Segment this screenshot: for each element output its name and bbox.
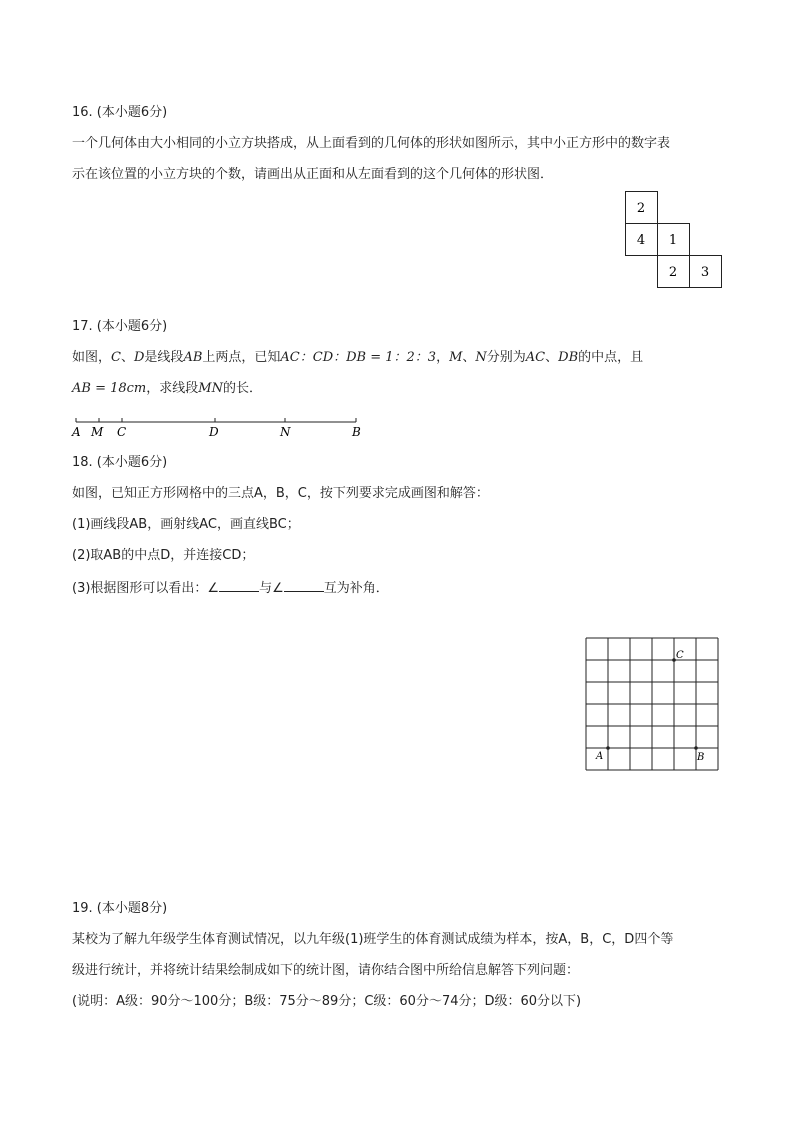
- cell-value: 2: [636, 201, 646, 216]
- q17-text-line2: AB = 18cm，求线段MN的长．: [72, 381, 262, 396]
- q17-header: 17. (本小题6分): [72, 319, 168, 334]
- cell-value: 2: [668, 265, 678, 280]
- point-label: M: [91, 425, 104, 439]
- point-label: C: [117, 425, 127, 439]
- point-b-label: B: [697, 752, 705, 763]
- q18-header: 18. (本小题6分): [72, 455, 168, 470]
- q19-header: 19. (本小题8分): [72, 901, 168, 916]
- q16-text-line1: 一个几何体由大小相同的小立方块搭成，从上面看到的几何体的形状如图所示，其中小正方形中的数字表: [72, 136, 671, 151]
- q18-intro: 如图，已知正方形网格中的三点A，B，C，按下列要求完成画图和解答：: [72, 486, 489, 501]
- q18-item2: (2)取AB的中点D，并连接CD；: [72, 548, 255, 563]
- point-label: D: [209, 425, 219, 439]
- square-grid-figure: [584, 636, 724, 776]
- point-a-label: A: [596, 751, 604, 762]
- point-b-dot: [694, 746, 698, 750]
- point-a-dot: [606, 746, 610, 750]
- top-view-figure: [624, 190, 724, 290]
- cell-value: 4: [636, 233, 646, 248]
- q19-text-line1: 某校为了解九年级学生体育测试情况，以九年级(1)班学生的体育测试成绩为样本，按A，B，C，D四个等: [72, 932, 674, 947]
- point-label: N: [280, 425, 291, 439]
- answer-blank: [284, 578, 324, 592]
- q16-text-line2: 示在该位置的小立方块的个数，请画出从正面和从左面看到的这个几何体的形状图．: [72, 167, 554, 182]
- cell-value: 3: [700, 265, 710, 280]
- q19-text-line3: (说明：A级：90分～100分；B级：75分～89分；C级：60分～74分；D级：60分以下): [72, 994, 582, 1009]
- q19-text-line2: 级进行统计，并将统计结果绘制成如下的统计图，请你结合图中所给信息解答下列问题：: [72, 963, 580, 978]
- q18-item3: (3)根据图形可以看出：∠ 与∠ 互为补角．: [72, 578, 389, 598]
- point-label: B: [352, 425, 361, 439]
- segment-figure: [70, 410, 370, 440]
- q17-text-line1: 如图，C、D是线段AB上两点，已知AC：CD：DB = 1：2：3，M、N分别为AC、DB的中点，且: [72, 350, 644, 365]
- q18-item1: (1)画线段AB，画射线AC，画直线BC；: [72, 517, 300, 532]
- cell-value: 1: [668, 233, 678, 248]
- answer-blank: [219, 578, 259, 592]
- q16-header: 16. (本小题6分): [72, 105, 168, 120]
- point-label: A: [72, 425, 81, 439]
- point-c-label: C: [676, 650, 684, 661]
